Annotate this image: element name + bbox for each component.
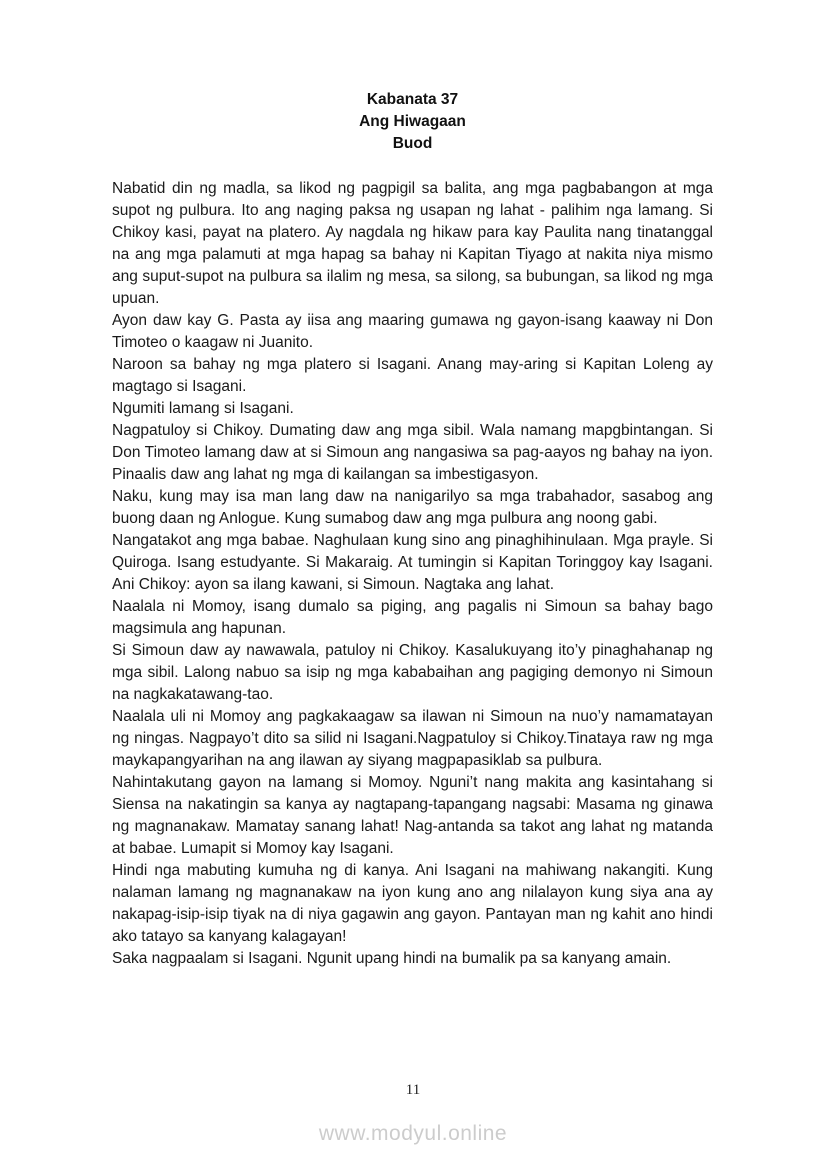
- paragraph: Nangatakot ang mga babae. Naghulaan kung sino ang pinaghihinulaan. Mga prayle. Si Quiroga. Isang estudyante. Si Makaraig. At tumingin si Kapitan Toringgoy kay Isagani. Ani Chikoy: ayon sa ilang kawani, si Simoun. Nagtaka ang lahat.: [112, 532, 713, 593]
- watermark: www.modyul.online: [318, 1122, 508, 1145]
- body-text: [112, 178, 713, 970]
- chapter-number: Kabanata 37: [366, 91, 459, 108]
- paragraph: Naku, kung may isa man lang daw na nanigarilyo sa mga trabahador, sasabog ang buong daan ng Anlogue. Kung sumabog daw ang mga pulbura ang noong gabi.: [112, 488, 713, 527]
- paragraph: Hindi nga mabuting kumuha ng di kanya. Ani Isagani na mahiwang nakangiti. Kung nalaman lamang ng magnanakaw na iyon kung ano ang nilalayon kung siya ana ay nakapag-isip-isip tiyak na di niya gagawin ang gayon. Pantayan man ng kahit ano hindi ako tatayo sa kanyang kalagayan!: [112, 862, 713, 945]
- paragraph: Nagpatuloy si Chikoy. Dumating daw ang mga sibil. Wala namang mapgbintangan. Si Don Timoteo lamang daw at si Simoun ang nangasiwa sa pag-aayos ng bahay na iyon. Pinaalis daw ang lahat ng mga di kailangan sa imbestigasyon.: [112, 422, 713, 483]
- paragraph: Nahintakutang gayon na lamang si Momoy. Nguni’t nang makita ang kasintahang si Siensa na nakatingin sa kanya ay nagtapang-tapangang nagsabi: Masama ng ginawa ng magnanakaw. Mamatay sanang lahat! Nag-antanda sa takot ang lahat ng matanda at babae. Lumapit si Momoy kay Isagani.: [112, 774, 713, 857]
- paragraph: Naroon sa bahay ng mga platero si Isagani. Anang may-aring si Kapitan Loleng ay magtago si Isagani.: [112, 356, 713, 395]
- paragraph: Si Simoun daw ay nawawala, patuloy ni Chikoy. Kasalukuyang ito’y pinaghahanap ng mga sibil. Lalong nabuo sa isip ng mga kababaihan ang pagiging demonyo ni Simoun na nagkakatawang-tao.: [112, 642, 713, 703]
- chapter-title: Ang Hiwagaan: [359, 113, 466, 130]
- chapter-header: [112, 89, 713, 155]
- paragraph: Saka nagpaalam si Isagani. Ngunit upang hindi na bumalik pa sa kanyang amain.: [112, 950, 672, 967]
- section-label: Buod: [392, 135, 433, 152]
- paragraph: Nabatid din ng madla, sa likod ng pagpigil sa balita, ang mga pagbabangon at mga supot ng pulbura. Ito ang naging paksa ng usapan ng lahat - palihim nga lamang. Si Chikoy kasi, payat na platero. Ay nagdala ng hikaw para kay Paulita nang tinatanggal na ang mga palamuti at mga hapag sa bahay ni Kapitan Tiyago at nakita niya mismo ang suput-supot na pulbura sa ilalim ng mesa, sa silong, sa bubungan, sa likod ng mga upuan.: [112, 180, 713, 307]
- paragraph: Ngumiti lamang si Isagani.: [112, 400, 294, 417]
- page-number: 11: [405, 1082, 421, 1098]
- paragraph: Naalala ni Momoy, isang dumalo sa piging, ang pagalis ni Simoun sa bahay bago magsimula ang hapunan.: [112, 598, 713, 637]
- paragraph: Naalala uli ni Momoy ang pagkakaagaw sa ilawan ni Simoun na nuo’y namamatayan ng ningas. Nagpayo’t dito sa silid ni Isagani.Nagpatuloy si Chikoy.Tinataya raw ng mga maykapangyarihan na ang ilawan ay siyang magpapasiklab sa pulbura.: [112, 708, 713, 769]
- paragraph: Ayon daw kay G. Pasta ay iisa ang maaring gumawa ng gayon-isang kaaway ni Don Timoteo o kaagaw ni Juanito.: [112, 312, 713, 351]
- page-content: [112, 89, 713, 970]
